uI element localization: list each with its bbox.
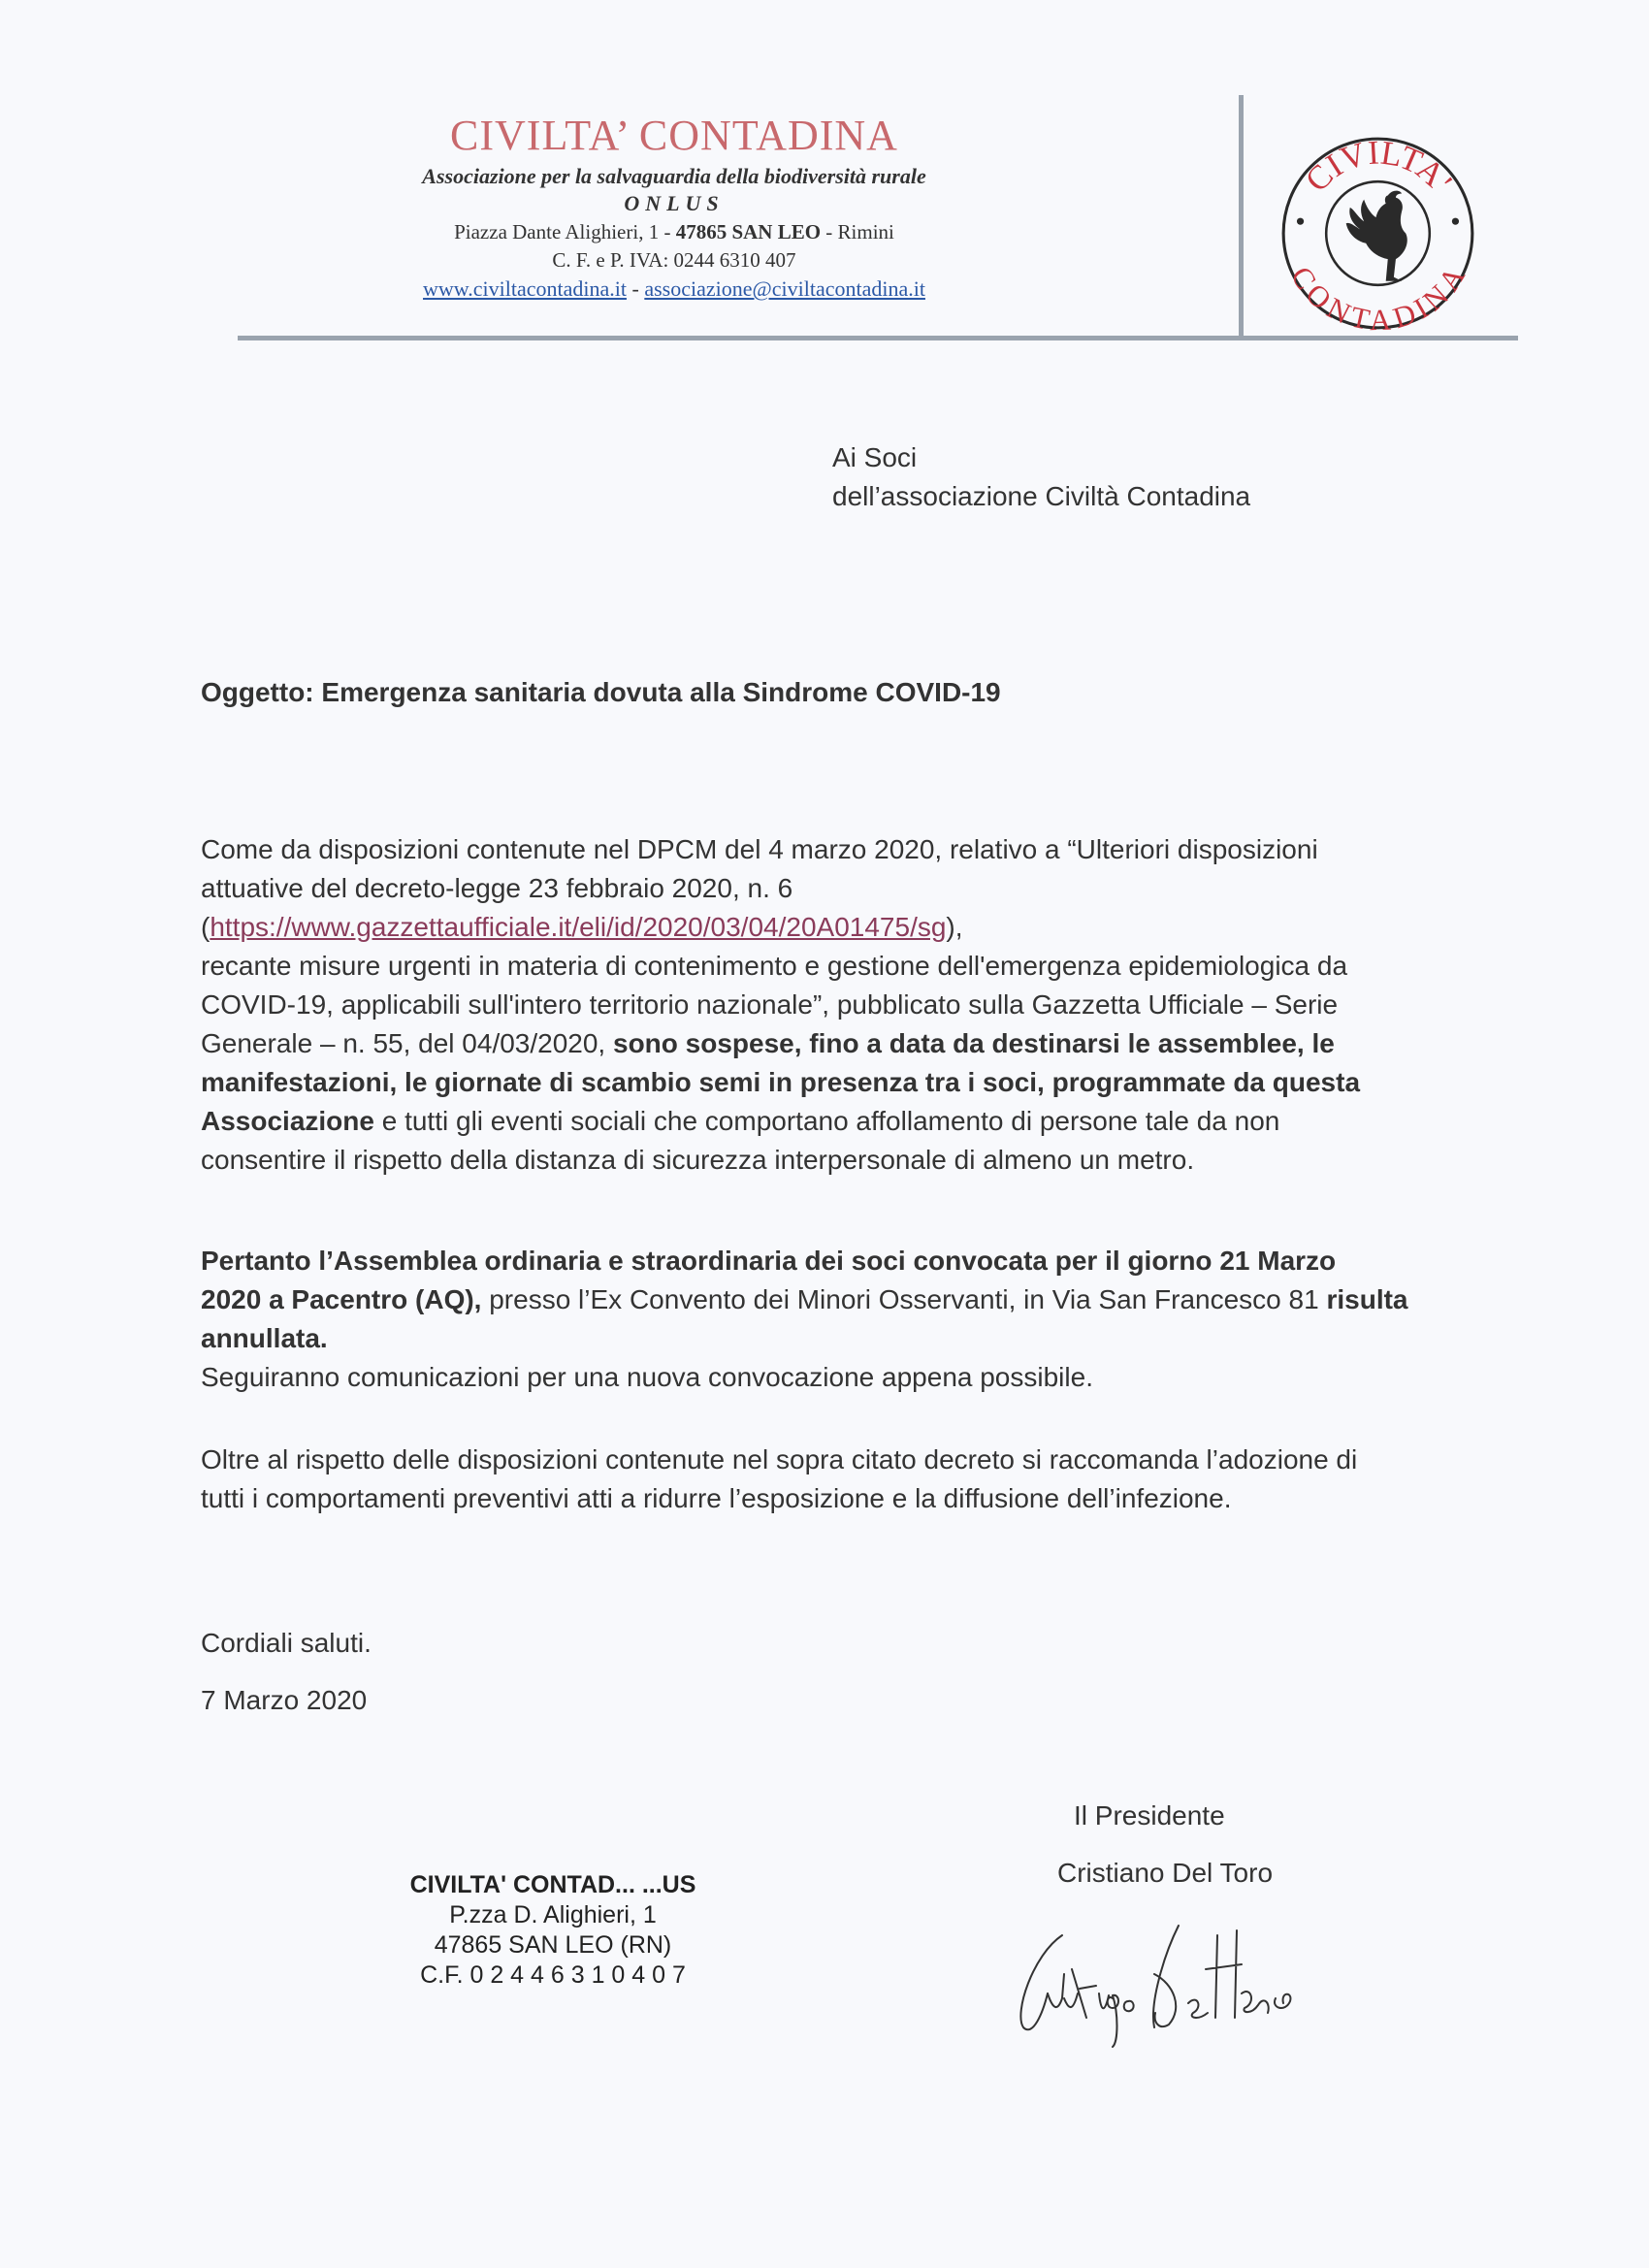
contact-separator: - [626, 276, 645, 301]
text-line: recante misure urgenti in materia di contenimento e gestione dell'emergenza epidemiologica da [201, 951, 1348, 981]
text-line: attuative del decreto-legge 23 febbraio 2020, n. 6 [201, 873, 793, 903]
text-line [201, 1242, 1501, 1280]
org-contacts [238, 274, 1111, 305]
text-line: Come da disposizioni contenute nel DPCM del 4 marzo 2020, relativo a “Ulteriori disposizioni [201, 834, 1318, 864]
text-line [201, 1102, 1501, 1141]
recipient-line-2: dell’associazione Civiltà Contadina [832, 481, 1251, 511]
closing-greeting: Cordiali saluti. [201, 1628, 372, 1658]
bold-span: Pertanto l’Assemblea ordinaria e straordinaria dei soci convocata per il giorno 21 Marzo [201, 1246, 1337, 1276]
text-span: e tutti gli eventi sociali che comportano affollamento di persone tale da non [373, 1106, 1280, 1136]
stamp-line-3: 47865 SAN LEO (RN) [434, 1931, 672, 1959]
handwritten-signature-icon [1004, 1916, 1411, 2052]
paragraph-assembly-cancelled [201, 1242, 1501, 1397]
rooster-icon [1346, 191, 1407, 281]
stamp-line-4: C.F. 0 2 4 4 6 3 1 0 4 0 7 [420, 1961, 686, 1989]
seal-dot-right [1452, 218, 1459, 225]
org-address [238, 217, 1111, 246]
stamp-line-2: P.zza D. Alighieri, 1 [449, 1901, 657, 1928]
rooster-seal-icon [1278, 134, 1477, 333]
signature-stroke [1099, 1993, 1134, 2047]
paragraph-recommendation [201, 1441, 1501, 1518]
org-name: CIVILTA’ CONTADINA [450, 112, 898, 159]
seal-text-top: CIVILTA' [1297, 134, 1460, 200]
signatory-name: Cristiano Del Toro [1057, 1858, 1274, 1888]
paren-close: ), [946, 912, 963, 942]
recipient-block [832, 438, 1250, 516]
seal-dot-left [1297, 218, 1304, 225]
letter-date: 7 Marzo 2020 [201, 1685, 368, 1715]
signature-stroke [1188, 1930, 1290, 2018]
paragraph-dpcm [201, 830, 1501, 1180]
text-line: consentire il rispetto della distanza di sicurezza interpersonale di almeno un metro. [201, 1145, 1195, 1175]
recipient-line-1: Ai Soci [832, 442, 918, 472]
subject-line: Oggetto: Emergenza sanitaria dovuta alla Sindrome COVID-19 [201, 677, 1001, 707]
bold-span: sono sospese, fino a data da destinarsi le assemblee, le [613, 1028, 1335, 1058]
text-line [201, 1280, 1501, 1319]
bold-span: annullata. [201, 1323, 328, 1353]
org-legal-form: ONLUS [624, 191, 725, 215]
bold-span: risulta [1326, 1284, 1408, 1314]
signature-stroke [1048, 1969, 1096, 2018]
text-line [201, 1024, 1501, 1063]
paren-open: ( [201, 912, 210, 942]
text-line [201, 1063, 1501, 1102]
seal-text-bottom: CONTADINA [1283, 261, 1471, 333]
text-line [201, 908, 1501, 947]
org-vat: C. F. e P. IVA: 0244 6310 407 [552, 248, 796, 272]
signature-stroke [1020, 1935, 1062, 2029]
text-span: presso l’Ex Convento dei Minori Osservanti, in Via San Francesco 81 [481, 1284, 1327, 1314]
association-stamp [369, 1870, 737, 1991]
gazzetta-link[interactable]: https://www.gazzettaufficiale.it/eli/id/2020/03/04/20A01475/sg [210, 912, 947, 942]
bold-span: Associazione [201, 1106, 374, 1136]
stamp-line-1: CIVILTA' CONTAD... ...US [409, 1871, 696, 1898]
text-line: COVID-19, applicabili sull'intero territorio nazionale”, pubblicato sulla Gazzetta Ufficiale – Serie [201, 989, 1339, 1020]
email-link[interactable]: associazione@civiltacontadina.it [644, 276, 925, 301]
text-line [201, 1319, 1501, 1358]
letterhead-horizontal-rule [238, 336, 1518, 340]
org-tagline: Associazione per la salvaguardia della biodiversità rurale [422, 164, 926, 188]
signatory-title: Il Presidente [1074, 1800, 1225, 1831]
address-city: 47865 SAN LEO [675, 220, 822, 243]
website-link[interactable]: www.civiltacontadina.it [423, 276, 627, 301]
address-street: Piazza Dante Alighieri, 1 - [454, 220, 676, 243]
letterhead [238, 109, 1111, 305]
bold-span: manifestazioni, le giornate di scambio semi in presenza tra i soci, programmate da questa [201, 1067, 1361, 1097]
text-line: Oltre al rispetto delle disposizioni contenute nel sopra citato decreto si raccomanda l’adozione di [201, 1444, 1358, 1474]
text-span: Generale – n. 55, del 04/03/2020, [201, 1028, 613, 1058]
bold-span: 2020 a Pacentro (AQ), [201, 1284, 482, 1314]
letterhead-vertical-rule [1239, 95, 1244, 338]
signature-stroke [1153, 1926, 1179, 2027]
address-province: - Rimini [821, 220, 894, 243]
text-line: tutti i comportamenti preventivi atti a ridurre l’esposizione e la diffusione dell’infezione. [201, 1483, 1232, 1513]
text-line: Seguiranno comunicazioni per una nuova convocazione appena possibile. [201, 1362, 1093, 1392]
